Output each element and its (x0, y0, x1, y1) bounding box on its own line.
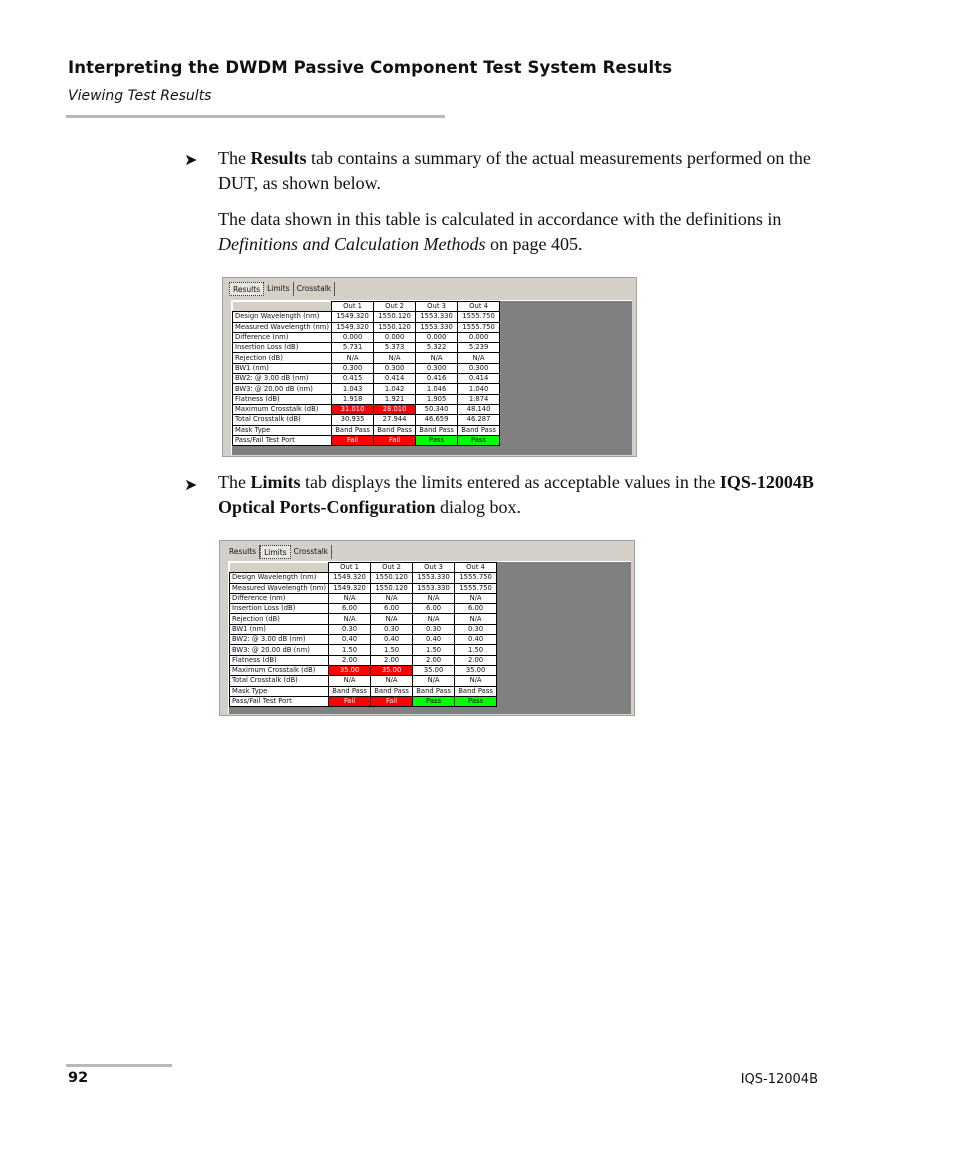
table-row (233, 343, 500, 353)
row-label: Insertion Loss (dB) (230, 604, 329, 614)
row-label: Pass/Fail Test Port (233, 435, 332, 445)
column-header: Out 4 (458, 302, 500, 312)
table-cell[interactable]: 48.140 (458, 404, 500, 414)
table-cell[interactable]: 1549.320 (332, 322, 374, 332)
table-cell[interactable]: 1555.750 (455, 583, 497, 593)
section-title: Interpreting the DWDM Passive Component Test System Results (68, 58, 673, 77)
row-label: BW2: @ 3.00 dB (nm) (230, 635, 329, 645)
table-row (233, 394, 500, 404)
table-cell[interactable]: 2.00 (455, 655, 497, 665)
table-cell[interactable]: 1.50 (455, 645, 497, 655)
table-cell[interactable]: 1.918 (332, 394, 374, 404)
table-cell[interactable]: 6.00 (329, 604, 371, 614)
results-window-screenshot (222, 277, 637, 457)
table-cell[interactable]: Fail (374, 435, 416, 445)
table-cell[interactable]: 2.00 (371, 655, 413, 665)
table-row (233, 415, 500, 425)
results-table (232, 301, 500, 446)
table-cell[interactable]: 27.944 (374, 415, 416, 425)
table-cell[interactable]: Pass (416, 435, 458, 445)
table-cell[interactable]: 28.010 (374, 404, 416, 414)
table-cell[interactable]: N/A (455, 614, 497, 624)
tab-limits[interactable]: Limits (260, 545, 291, 559)
table-row (230, 645, 497, 655)
table-row (230, 696, 497, 706)
table-cell[interactable]: Fail (371, 696, 413, 706)
table-cell[interactable]: 35.00 (371, 665, 413, 675)
table-cell[interactable]: 6.00 (413, 604, 455, 614)
column-header: Out 2 (371, 563, 413, 573)
table-cell[interactable]: 1.043 (332, 384, 374, 394)
table-cell[interactable]: 1550.120 (371, 583, 413, 593)
table-cell[interactable]: 6.00 (371, 604, 413, 614)
row-label: Difference (nm) (230, 593, 329, 603)
table-row (230, 686, 497, 696)
table-row (230, 624, 497, 634)
table-cell[interactable]: 0.416 (416, 374, 458, 384)
table-cell[interactable]: 1553.330 (413, 583, 455, 593)
table-cell[interactable]: 0.30 (413, 624, 455, 634)
table-cell[interactable]: 1.874 (458, 394, 500, 404)
table-row (230, 604, 497, 614)
table-cell[interactable]: Fail (332, 435, 374, 445)
tab-strip (229, 282, 335, 296)
table-row (233, 404, 500, 414)
table-cell[interactable]: N/A (329, 676, 371, 686)
table-cell[interactable]: 0.415 (332, 374, 374, 384)
table-cell[interactable]: 0.300 (458, 363, 500, 373)
table-row (230, 593, 497, 603)
column-header: Out 1 (332, 302, 374, 312)
tab-strip (226, 545, 332, 559)
table-cell[interactable]: 1549.320 (329, 583, 371, 593)
table-row (233, 312, 500, 322)
table-row (233, 332, 500, 342)
row-label: Measured Wavelength (nm) (230, 583, 329, 593)
table-cell[interactable]: Pass (455, 696, 497, 706)
table-cell[interactable]: 0.30 (371, 624, 413, 634)
table-cell[interactable]: Band Pass (413, 686, 455, 696)
table-cell[interactable]: N/A (413, 593, 455, 603)
table-cell[interactable]: 0.000 (416, 332, 458, 342)
table-cell[interactable]: 0.300 (374, 363, 416, 373)
table-row (230, 676, 497, 686)
bullet-arrow-icon: ➤ (184, 152, 198, 169)
table-cell[interactable]: 0.40 (371, 635, 413, 645)
table-cell[interactable]: 5.322 (416, 343, 458, 353)
row-label: Measured Wavelength (nm) (233, 322, 332, 332)
table-row (233, 384, 500, 394)
row-label: Rejection (dB) (230, 614, 329, 624)
section-subtitle: Viewing Test Results (68, 88, 212, 104)
table-cell[interactable]: 0.30 (329, 624, 371, 634)
table-cell[interactable]: 1555.750 (455, 573, 497, 583)
column-header: Out 2 (374, 302, 416, 312)
table-cell[interactable]: Band Pass (371, 686, 413, 696)
row-label: BW2: @ 3.00 dB (nm) (233, 374, 332, 384)
table-cell[interactable]: 1.042 (374, 384, 416, 394)
row-label: Difference (nm) (233, 332, 332, 342)
table-cell[interactable]: 0.000 (332, 332, 374, 342)
table-cell[interactable]: 2.00 (413, 655, 455, 665)
footer-rule (66, 1064, 172, 1067)
limits-grid-panel (228, 561, 631, 714)
table-cell[interactable]: 1.046 (416, 384, 458, 394)
table-cell[interactable]: Band Pass (416, 425, 458, 435)
table-cell[interactable]: Pass (458, 435, 500, 445)
table-cell[interactable]: 5.373 (374, 343, 416, 353)
row-label: Mask Type (233, 425, 332, 435)
table-cell[interactable]: 1555.750 (458, 322, 500, 332)
table-row (230, 583, 497, 593)
table-cell[interactable]: N/A (329, 593, 371, 603)
results-note-paragraph: The data shown in this table is calculated in accordance with the definitions in Definitions and Calculation Methods on page 405. (218, 209, 782, 254)
table-row (230, 614, 497, 624)
row-label: BW1 (nm) (233, 363, 332, 373)
header-rule (66, 115, 445, 118)
table-cell[interactable]: Pass (413, 696, 455, 706)
results-grid-panel (231, 300, 632, 455)
column-header: Out 3 (416, 302, 458, 312)
table-row (230, 665, 497, 675)
row-label: Total Crosstalk (dB) (233, 415, 332, 425)
table-row (230, 655, 497, 665)
table-cell[interactable]: 1550.120 (371, 573, 413, 583)
table-cell[interactable]: Band Pass (458, 425, 500, 435)
table-cell[interactable]: 1553.330 (416, 322, 458, 332)
table-cell[interactable]: N/A (371, 676, 413, 686)
row-label: BW3: @ 20.00 dB (nm) (230, 645, 329, 655)
tab-crosstalk[interactable]: Crosstalk (294, 282, 336, 296)
table-cell[interactable]: 0.30 (455, 624, 497, 634)
tab-results[interactable]: Results (226, 545, 260, 559)
column-header: Out 1 (329, 563, 371, 573)
row-label: BW3: @ 20.00 dB (nm) (233, 384, 332, 394)
table-cell[interactable]: N/A (371, 593, 413, 603)
page-number: 92 (68, 1070, 89, 1086)
row-label: Rejection (dB) (233, 353, 332, 363)
table-row (233, 425, 500, 435)
table-cell[interactable]: N/A (332, 353, 374, 363)
table-cell[interactable]: N/A (458, 353, 500, 363)
table-cell[interactable]: 1555.750 (458, 312, 500, 322)
table-cell[interactable]: Fail (329, 696, 371, 706)
table-row (233, 374, 500, 384)
table-cell[interactable]: 5.239 (458, 343, 500, 353)
table-cell[interactable]: N/A (371, 614, 413, 624)
table-cell[interactable]: 0.000 (374, 332, 416, 342)
tab-crosstalk[interactable]: Crosstalk (291, 545, 333, 559)
limits-paragraph: The Limits tab displays the limits entered as acceptable values in the IQS-12004B Optical Ports-Configuration dialog box. (218, 472, 814, 517)
table-cell[interactable]: 1549.320 (332, 312, 374, 322)
table-cell[interactable]: Band Pass (455, 686, 497, 696)
table-cell[interactable]: 6.00 (455, 604, 497, 614)
table-cell[interactable]: 1.50 (329, 645, 371, 655)
table-cell[interactable]: N/A (413, 676, 455, 686)
table-cell[interactable]: 0.40 (413, 635, 455, 645)
table-cell[interactable]: Band Pass (374, 425, 416, 435)
table-cell[interactable]: 0.300 (332, 363, 374, 373)
table-cell[interactable]: 1.905 (416, 394, 458, 404)
bullet-arrow-icon: ➤ (184, 477, 198, 494)
row-label: Total Crosstalk (dB) (230, 676, 329, 686)
table-row (230, 573, 497, 583)
limits-window-screenshot (219, 540, 635, 716)
table-cell[interactable]: 1550.120 (374, 322, 416, 332)
row-label: Maximum Crosstalk (dB) (230, 665, 329, 675)
limits-table (229, 562, 497, 707)
table-cell[interactable]: 0.414 (374, 374, 416, 384)
table-cell[interactable]: N/A (455, 676, 497, 686)
table-cell[interactable]: 0.40 (455, 635, 497, 645)
table-cell[interactable]: 1553.330 (416, 312, 458, 322)
table-row (230, 635, 497, 645)
table-cell[interactable]: N/A (413, 614, 455, 624)
row-label: Maximum Crosstalk (dB) (233, 404, 332, 414)
document-id: IQS-12004B (740, 1072, 818, 1087)
table-cell[interactable]: 31.010 (332, 404, 374, 414)
row-label: Flatness (dB) (233, 394, 332, 404)
row-label: Design Wavelength (nm) (230, 573, 329, 583)
table-cell[interactable]: Band Pass (332, 425, 374, 435)
table-cell[interactable]: 1.040 (458, 384, 500, 394)
table-cell[interactable]: 5.731 (332, 343, 374, 353)
tab-results[interactable]: Results (229, 282, 264, 296)
table-row (233, 435, 500, 445)
table-cell[interactable]: 1553.330 (413, 573, 455, 583)
results-paragraph: The Results tab contains a summary of the actual measurements performed on the DUT, as shown below. (218, 148, 811, 193)
column-header: Out 4 (455, 563, 497, 573)
table-cell[interactable]: 30.935 (332, 415, 374, 425)
grid-corner (230, 563, 329, 573)
row-label: Design Wavelength (nm) (233, 312, 332, 322)
table-cell[interactable]: 1.50 (413, 645, 455, 655)
column-header: Out 3 (413, 563, 455, 573)
row-label: Pass/Fail Test Port (230, 696, 329, 706)
table-cell[interactable]: 1.921 (374, 394, 416, 404)
table-cell[interactable]: 1550.120 (374, 312, 416, 322)
table-cell[interactable]: 0.414 (458, 374, 500, 384)
table-cell[interactable]: N/A (329, 614, 371, 624)
table-cell[interactable]: 50.340 (416, 404, 458, 414)
row-label: Mask Type (230, 686, 329, 696)
table-cell[interactable]: 46.287 (458, 415, 500, 425)
table-cell[interactable]: 0.300 (416, 363, 458, 373)
table-cell[interactable]: 35.00 (413, 665, 455, 675)
table-row (233, 353, 500, 363)
table-cell[interactable]: 0.000 (458, 332, 500, 342)
table-cell[interactable]: 46.659 (416, 415, 458, 425)
row-label: Insertion Loss (dB) (233, 343, 332, 353)
table-cell[interactable]: N/A (374, 353, 416, 363)
table-cell[interactable]: 0.40 (329, 635, 371, 645)
row-label: BW1 (nm) (230, 624, 329, 634)
grid-corner (233, 302, 332, 312)
table-cell[interactable]: 1549.320 (329, 573, 371, 583)
table-cell[interactable]: 1.50 (371, 645, 413, 655)
table-cell[interactable]: 35.00 (455, 665, 497, 675)
row-label: Flatness (dB) (230, 655, 329, 665)
table-cell[interactable]: 2.00 (329, 655, 371, 665)
table-cell[interactable]: 35.00 (329, 665, 371, 675)
table-cell[interactable]: N/A (416, 353, 458, 363)
tab-limits[interactable]: Limits (264, 282, 294, 296)
table-cell[interactable]: N/A (455, 593, 497, 603)
table-row (233, 363, 500, 373)
table-row (233, 322, 500, 332)
table-cell[interactable]: Band Pass (329, 686, 371, 696)
